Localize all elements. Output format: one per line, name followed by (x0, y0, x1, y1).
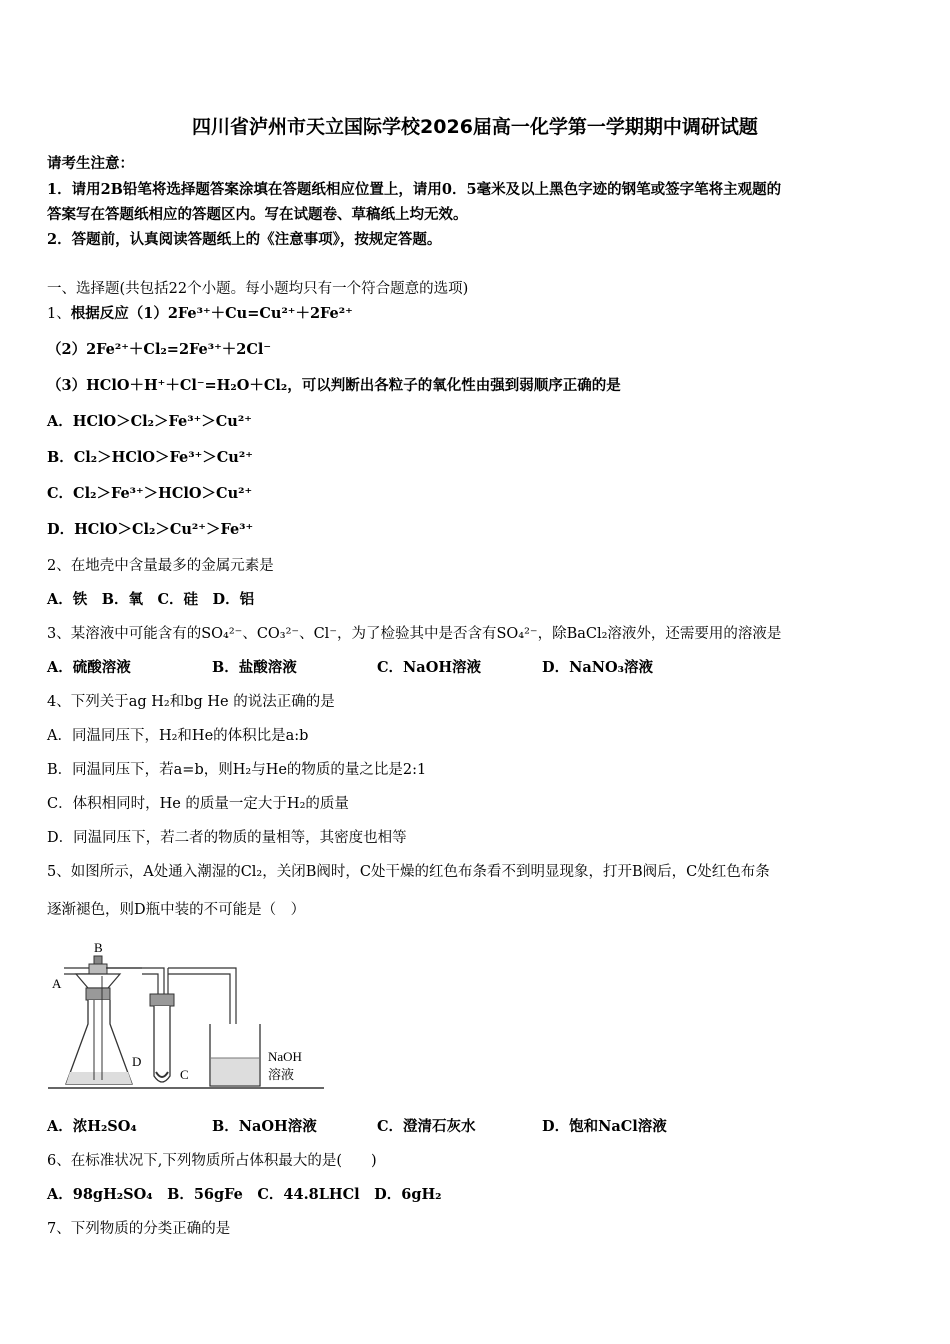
question-3-option-d: D．NaNO₃溶液 (542, 659, 653, 676)
figure-label-solution: 溶液 (268, 1067, 295, 1082)
notice-heading: 请考生注意： (47, 155, 134, 172)
figure-label-naoh: NaOH (268, 1049, 302, 1064)
figure-label-c: C (180, 1067, 189, 1082)
question-5-stem-1: 5、如图所示，A处通入潮湿的Cl₂，关闭B阀时，C处干燥的红色布条看不到明显现象，打开B阀后，C处红色布条 (47, 864, 770, 880)
question-1-option-c: C．Cl₂＞Fe³⁺＞HClO＞Cu²⁺ (47, 485, 253, 502)
question-1-text: 根据反应（1）2Fe³⁺＋Cu=Cu²⁺＋2Fe²⁺ (70, 305, 353, 322)
apparatus-figure (46, 936, 326, 1094)
question-7-stem: 7、下列物质的分类正确的是 (47, 1221, 231, 1237)
figure-label-b: B (94, 940, 103, 955)
notice-item-1a: 1．请用2B铅笔将选择题答案涂填在答题纸相应位置上，请用0．5毫米及以上黑色字迹的钢笔或签字笔将主观题的 (47, 181, 782, 198)
figure-label-d: D (132, 1054, 142, 1069)
question-3-stem: 3、某溶液中可能含有的SO₄²⁻、CO₃²⁻、Cl⁻，为了检验其中是否含有SO₄²⁻，除BaCl₂溶液外，还需要用的溶液是 (47, 626, 782, 642)
question-5-option-d: D．饱和NaCl溶液 (542, 1118, 667, 1135)
question-2-options: A．铁 B．氧 C．硅 D．铝 (47, 591, 255, 608)
question-5-option-c: C．澄清石灰水 (377, 1118, 476, 1135)
section-heading: 一、选择题(共包括22个小题。每小题均只有一个符合题意的选项) (47, 281, 469, 297)
question-3-option-c: C．NaOH溶液 (377, 659, 482, 676)
question-2-stem: 2、在地壳中含量最多的金属元素是 (47, 558, 274, 574)
question-1-reaction-3: （3）HClO＋H⁺＋Cl⁻=H₂O＋Cl₂，可以判断出各粒子的氧化性由强到弱顺序正确的是 (47, 377, 621, 394)
question-1-reaction-2: （2）2Fe²⁺＋Cl₂=2Fe³⁺＋2Cl⁻ (47, 341, 272, 358)
question-6-stem: 6、在标准状况下,下列物质所占体积最大的是( ) (47, 1153, 377, 1169)
question-3-option-a: A．硫酸溶液 (47, 659, 131, 676)
question-1-option-d: D．HClO＞Cl₂＞Cu²⁺＞Fe³⁺ (47, 521, 254, 538)
notice-item-2: 2．答题前，认真阅读答题纸上的《注意事项》，按规定答题。 (47, 231, 442, 248)
question-1-number: 1、 (47, 306, 71, 322)
question-4-option-d: D．同温同压下，若二者的物质的量相等，其密度也相等 (47, 830, 407, 846)
figure-label-a: A (52, 976, 62, 991)
question-4-option-b: B．同温同压下，若a=b，则H₂与He的物质的量之比是2:1 (47, 762, 427, 778)
question-6-options: A．98gH₂SO₄ B．56gFe C．44.8LHCl D．6gH₂ (47, 1186, 442, 1203)
page-title: 四川省泸州市天立国际学校2026届高一化学第一学期期中调研试题 (192, 116, 758, 138)
question-5-option-b: B．NaOH溶液 (212, 1118, 317, 1135)
question-1-option-a: A．HClO＞Cl₂＞Fe³⁺＞Cu²⁺ (47, 413, 252, 430)
question-5-option-a: A．浓H₂SO₄ (47, 1118, 137, 1135)
question-4-option-c: C．体积相同时，He 的质量一定大于H₂的质量 (47, 796, 349, 812)
question-5-stem-2: 逐渐褪色，则D瓶中装的不可能是（ ） (47, 902, 306, 918)
question-1-stem (47, 302, 353, 323)
question-3-option-b: B．盐酸溶液 (212, 659, 297, 676)
notice-item-1b: 答案写在答题纸相应的答题区内。写在试题卷、草稿纸上均无效。 (47, 206, 468, 223)
question-4-option-a: A．同温同压下，H₂和He的体积比是a:b (47, 728, 309, 744)
question-4-stem: 4、下列关于ag H₂和bg He 的说法正确的是 (47, 694, 335, 710)
question-1-option-b: B．Cl₂＞HClO＞Fe³⁺＞Cu²⁺ (47, 449, 253, 466)
